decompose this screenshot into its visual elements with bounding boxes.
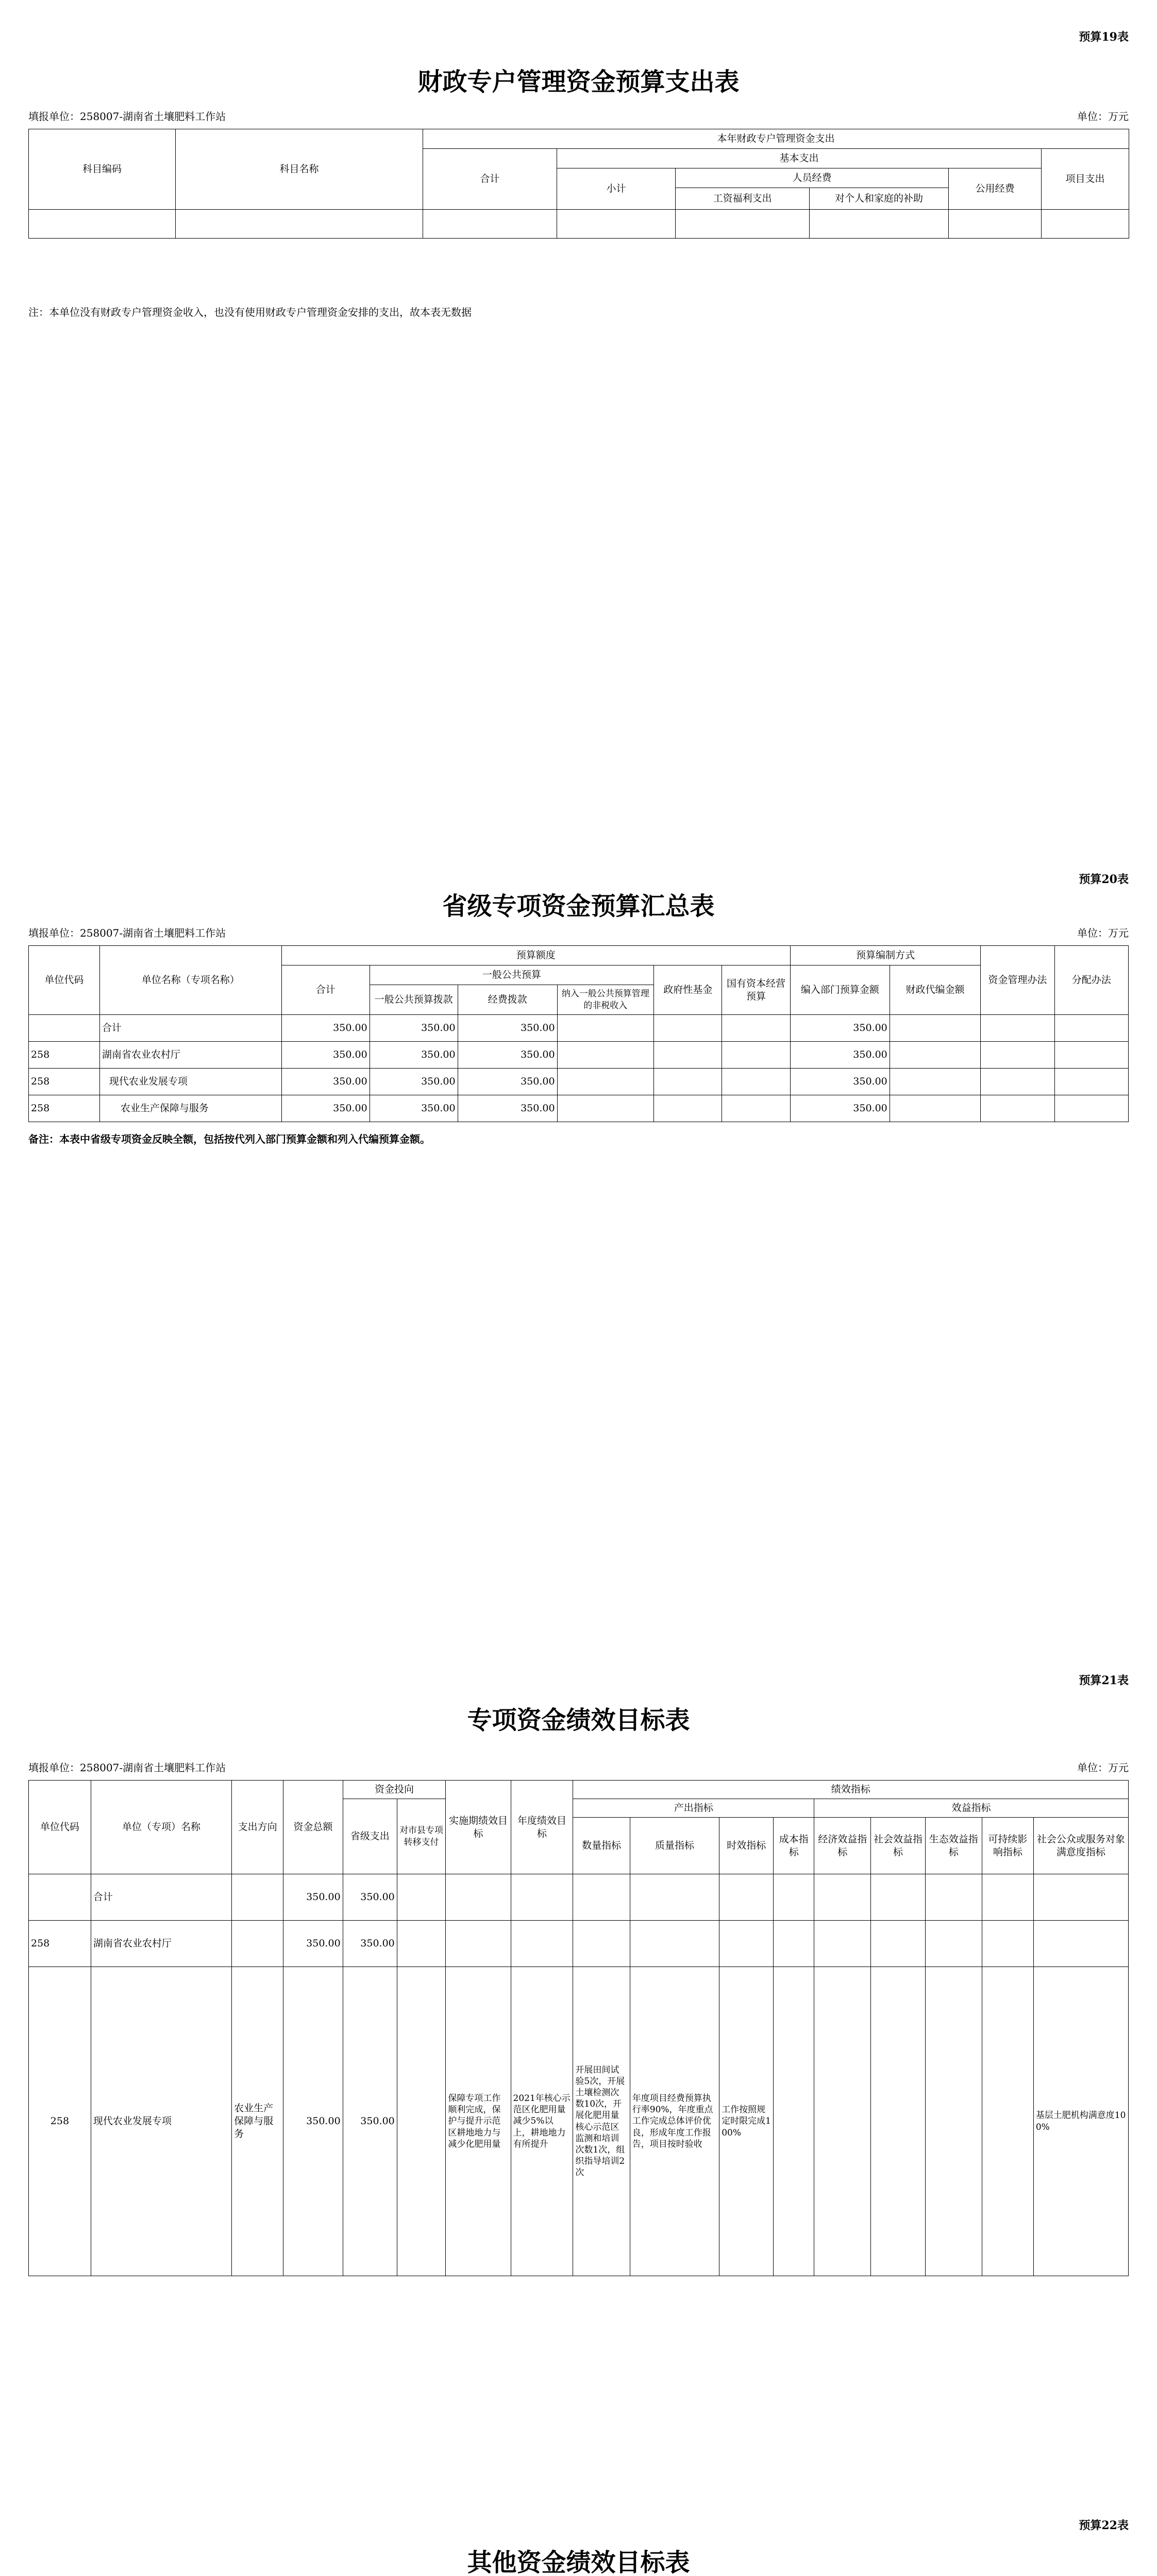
header-cell: 时效指标 xyxy=(719,1818,774,1874)
special-fund-performance-table xyxy=(28,1780,1129,2276)
table-cell xyxy=(29,210,176,239)
table-cell xyxy=(29,1874,91,1921)
page-title: 省级专项资金预算汇总表 xyxy=(442,892,715,921)
table-cell: 现代农业发展专项 xyxy=(91,1967,231,2276)
table-cell xyxy=(871,1874,925,1921)
header-cell: 一般公共预算 xyxy=(370,965,653,985)
table-cell: 农业生产保障与服务 xyxy=(99,1095,281,1122)
table-cell xyxy=(1033,1921,1128,1967)
header-cell: 公用经费 xyxy=(949,168,1042,210)
table-cell: 350.00 xyxy=(790,1095,890,1122)
table-cell: 350.00 xyxy=(343,1874,397,1921)
table-number: 预算22表 xyxy=(1079,2519,1129,2532)
table-cell xyxy=(774,1874,814,1921)
table-cell xyxy=(397,1874,446,1921)
header-cell: 年度绩效目标 xyxy=(511,1781,573,1874)
table-cell xyxy=(981,1069,1054,1095)
table-cell xyxy=(397,1967,446,2276)
table-cell xyxy=(1054,1095,1128,1122)
table-number: 预算21表 xyxy=(1079,1674,1129,1687)
header-cell: 可持续影响指标 xyxy=(982,1818,1033,1874)
header-cell: 编入部门预算金额 xyxy=(790,965,890,1015)
header-cell: 对市县专项转移支付 xyxy=(397,1799,446,1874)
table-cell xyxy=(573,1874,630,1921)
table-cell xyxy=(981,1015,1054,1042)
table-cell: 现代农业发展专项 xyxy=(99,1069,281,1095)
table-row xyxy=(29,1069,1129,1095)
table-cell: 258 xyxy=(29,1967,91,2276)
table-cell: 保障专项工作顺利完成，保护与提升示范区耕地地力与减少化肥用量 xyxy=(446,1967,511,2276)
unit-name: 填报单位：258007-湖南省土壤肥料工作站 xyxy=(28,1761,226,1774)
page-title: 财政专户管理资金预算支出表 xyxy=(417,67,740,96)
table-cell: 350.00 xyxy=(370,1015,458,1042)
table-cell: 350.00 xyxy=(283,1874,343,1921)
table-cell xyxy=(890,1042,980,1069)
table-cell xyxy=(511,1921,573,1967)
table-cell xyxy=(925,1967,982,2276)
table-cell xyxy=(722,1015,790,1042)
table-cell xyxy=(557,1015,653,1042)
header-cell: 基本支出 xyxy=(557,149,1042,168)
table-row xyxy=(29,1921,1129,1967)
header-cell: 质量指标 xyxy=(630,1818,719,1874)
unit-label: 单位：万元 xyxy=(1077,927,1129,939)
header-cell: 生态效益指标 xyxy=(925,1818,982,1874)
table-cell xyxy=(982,1921,1033,1967)
table-cell xyxy=(814,1967,871,2276)
provincial-fund-table xyxy=(28,945,1129,1122)
table-cell xyxy=(29,1015,100,1042)
table-cell: 350.00 xyxy=(790,1015,890,1042)
header-cell: 小计 xyxy=(557,168,676,210)
table-cell xyxy=(654,1015,722,1042)
table-cell: 350.00 xyxy=(458,1042,557,1069)
page-title: 专项资金绩效目标表 xyxy=(467,1706,690,1735)
table-cell: 开展田间试验5次，开展土壤检测次数10次，开展化肥用量核心示范区监测和培训次数1次，组织指导培训2次 xyxy=(573,1967,630,2276)
table-cell xyxy=(981,1042,1054,1069)
table-row xyxy=(29,1967,1129,2276)
table-cell xyxy=(925,1874,982,1921)
table-cell xyxy=(774,1921,814,1967)
header-cell: 政府性基金 xyxy=(654,965,722,1015)
unit-label: 单位：万元 xyxy=(1077,1761,1129,1774)
table-note: 注：本单位没有财政专户管理资金收入，也没有使用财政专户管理资金安排的支出，故本表无数据 xyxy=(28,306,472,318)
header-cell: 数量指标 xyxy=(573,1818,630,1874)
header-cell: 合计 xyxy=(423,149,557,210)
header-cell: 经费拨款 xyxy=(458,985,557,1015)
table-cell xyxy=(232,1874,283,1921)
table-cell xyxy=(871,1967,925,2276)
header-cell: 分配办法 xyxy=(1054,946,1128,1015)
table-cell xyxy=(1033,1874,1128,1921)
table-cell: 湖南省农业农村厅 xyxy=(91,1921,231,1967)
header-cell: 科目名称 xyxy=(176,129,423,210)
header-cell: 单位代码 xyxy=(29,946,100,1015)
table-cell: 350.00 xyxy=(370,1095,458,1122)
table-cell xyxy=(557,1042,653,1069)
table-cell xyxy=(446,1921,511,1967)
header-cell: 效益指标 xyxy=(814,1799,1129,1818)
table-row xyxy=(29,1042,1129,1069)
header-cell: 社会效益指标 xyxy=(871,1818,925,1874)
table-cell: 350.00 xyxy=(281,1042,370,1069)
page-title: 其他资金绩效目标表 xyxy=(467,2548,690,2576)
header-cell: 实施期绩效目标 xyxy=(446,1781,511,1874)
header-cell: 预算编制方式 xyxy=(790,946,980,965)
table-cell xyxy=(925,1921,982,1967)
table-cell: 350.00 xyxy=(281,1069,370,1095)
table-cell xyxy=(722,1095,790,1122)
table-cell: 合计 xyxy=(99,1015,281,1042)
table-cell: 350.00 xyxy=(283,1967,343,2276)
table-cell xyxy=(630,1874,719,1921)
table-cell xyxy=(814,1874,871,1921)
header-cell: 单位（专项）名称 xyxy=(91,1781,231,1874)
header-cell: 预算额度 xyxy=(281,946,790,965)
table-cell xyxy=(557,1069,653,1095)
table-cell: 350.00 xyxy=(370,1069,458,1095)
header-cell: 一般公共预算拨款 xyxy=(370,985,458,1015)
table-cell: 258 xyxy=(29,1042,100,1069)
table-cell xyxy=(890,1015,980,1042)
table-cell xyxy=(654,1069,722,1095)
table-cell xyxy=(719,1921,774,1967)
table-cell xyxy=(810,210,949,239)
table-cell: 湖南省农业农村厅 xyxy=(99,1042,281,1069)
table-cell: 350.00 xyxy=(283,1921,343,1967)
table-cell xyxy=(814,1921,871,1967)
table-number: 预算20表 xyxy=(1079,873,1129,886)
table-note: 备注：本表中省级专项资金反映全额，包括按代列入部门预算金额和列入代编预算金额。 xyxy=(28,1133,430,1145)
table-cell xyxy=(397,1921,446,1967)
table-cell: 工作按照规定时限完成100% xyxy=(719,1967,774,2276)
header-cell: 单位代码 xyxy=(29,1781,91,1874)
table-cell xyxy=(719,1874,774,1921)
table-cell: 350.00 xyxy=(343,1967,397,2276)
table-cell xyxy=(1042,210,1129,239)
unit-label: 单位：万元 xyxy=(1077,110,1129,123)
table-cell: 年度项目经费预算执行率90%，年度重点工作完成总体评价优良，形成年度工作报告，项目按时验收 xyxy=(630,1967,719,2276)
table-row xyxy=(29,1874,1129,1921)
table-cell xyxy=(573,1921,630,1967)
header-cell: 产出指标 xyxy=(573,1799,814,1818)
header-cell: 人员经费 xyxy=(676,168,949,188)
table-cell xyxy=(982,1967,1033,2276)
table-cell xyxy=(654,1042,722,1069)
header-cell: 纳入一般公共预算管理的非税收入 xyxy=(557,985,653,1015)
table-cell xyxy=(949,210,1042,239)
table-row xyxy=(29,1015,1129,1042)
table-cell: 350.00 xyxy=(790,1042,890,1069)
header-cell: 合计 xyxy=(281,965,370,1015)
header-cell: 支出方向 xyxy=(232,1781,283,1874)
table-cell xyxy=(722,1069,790,1095)
header-cell: 资金总额 xyxy=(283,1781,343,1874)
header-cell: 国有资本经营预算 xyxy=(722,965,790,1015)
table-cell xyxy=(890,1069,980,1095)
table-cell: 350.00 xyxy=(458,1015,557,1042)
table-cell: 350.00 xyxy=(281,1095,370,1122)
table-cell xyxy=(1054,1069,1128,1095)
header-cell: 绩效指标 xyxy=(573,1781,1129,1799)
header-cell: 本年财政专户管理资金支出 xyxy=(423,129,1129,149)
header-cell: 省级支出 xyxy=(343,1799,397,1874)
table-cell: 350.00 xyxy=(790,1069,890,1095)
table-cell xyxy=(982,1874,1033,1921)
header-cell: 单位名称（专项名称） xyxy=(99,946,281,1015)
header-cell: 工资福利支出 xyxy=(676,188,810,210)
table-cell xyxy=(557,1095,653,1122)
table-cell xyxy=(232,1921,283,1967)
header-cell: 资金投向 xyxy=(343,1781,446,1799)
table-cell: 350.00 xyxy=(458,1095,557,1122)
header-cell: 科目编码 xyxy=(29,129,176,210)
header-cell: 成本指标 xyxy=(774,1818,814,1874)
unit-name: 填报单位：258007-湖南省土壤肥料工作站 xyxy=(28,927,226,939)
table-cell: 258 xyxy=(29,1069,100,1095)
table-cell: 350.00 xyxy=(458,1069,557,1095)
table-row xyxy=(29,210,1129,239)
table-cell xyxy=(423,210,557,239)
header-cell: 资金管理办法 xyxy=(981,946,1054,1015)
table-cell: 258 xyxy=(29,1095,100,1122)
header-cell: 对个人和家庭的补助 xyxy=(810,188,949,210)
table-cell xyxy=(557,210,676,239)
table-cell xyxy=(676,210,810,239)
header-cell: 财政代编金额 xyxy=(890,965,980,1015)
table-cell: 258 xyxy=(29,1921,91,1967)
table-cell xyxy=(176,210,423,239)
table-cell xyxy=(890,1095,980,1122)
table-cell xyxy=(981,1095,1054,1122)
table-row xyxy=(29,1095,1129,1122)
table-cell xyxy=(1054,1015,1128,1042)
table-cell: 350.00 xyxy=(343,1921,397,1967)
table-cell: 350.00 xyxy=(281,1015,370,1042)
table-cell xyxy=(630,1921,719,1967)
table-cell xyxy=(774,1967,814,2276)
table-cell: 2021年核心示范区化肥用量减少5%以上，耕地地力有所提升 xyxy=(511,1967,573,2276)
header-cell: 项目支出 xyxy=(1042,149,1129,210)
table-cell: 农业生产保障与服务 xyxy=(232,1967,283,2276)
table-cell xyxy=(511,1874,573,1921)
table-cell xyxy=(1054,1042,1128,1069)
header-cell: 社会公众或服务对象满意度指标 xyxy=(1033,1818,1128,1874)
table-cell xyxy=(446,1874,511,1921)
table-cell: 合计 xyxy=(91,1874,231,1921)
table-cell: 基层土肥机构满意度100% xyxy=(1033,1967,1128,2276)
table-cell xyxy=(871,1921,925,1967)
table-cell: 350.00 xyxy=(370,1042,458,1069)
fiscal-account-table xyxy=(28,129,1129,239)
header-cell: 经济效益指标 xyxy=(814,1818,871,1874)
table-cell xyxy=(722,1042,790,1069)
table-cell xyxy=(654,1095,722,1122)
unit-name: 填报单位：258007-湖南省土壤肥料工作站 xyxy=(28,110,226,123)
table-number: 预算19表 xyxy=(1079,30,1129,44)
